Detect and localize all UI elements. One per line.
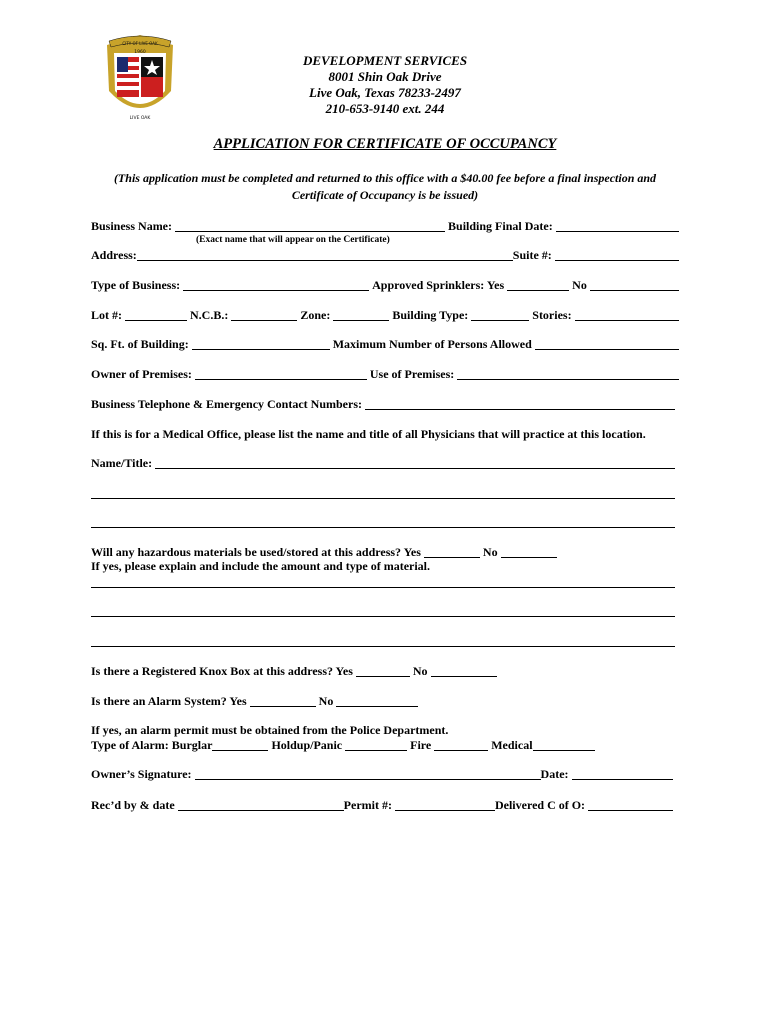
alarm-no-field[interactable] [336,694,418,707]
seal-ribbon-text: CITY OF LIVE OAK [122,41,158,46]
name-title-label: Name/Title: [91,456,153,470]
physician-line-3[interactable] [91,527,675,528]
recd-by-field[interactable] [178,798,344,811]
signature-date-label: Date: [540,767,569,781]
medical-label: Medical [491,738,533,752]
building-type-label: Building Type: [392,308,469,322]
hazardous-line-2[interactable] [91,616,675,617]
hazardous-no-field[interactable] [501,545,557,558]
delivered-field[interactable] [588,798,673,811]
stories-field[interactable] [575,308,679,321]
business-name-field[interactable] [175,219,445,232]
suite-label: Suite #: [512,248,552,262]
header-street: 8001 Shin Oak Drive [328,69,442,84]
signature-date-field[interactable] [572,767,673,780]
building-final-date-label: Building Final Date: [448,219,553,233]
telephone-label: Business Telephone & Emergency Contact Numbers: [91,397,363,411]
form-title: APPLICATION FOR CERTIFICATE OF OCCUPANCY [213,136,557,152]
stories-label: Stories: [532,308,572,322]
fire-label: Fire [410,738,432,752]
type-of-business-label: Type of Business: [91,278,181,292]
seal-year: 1960 [134,50,146,55]
owner-of-premises-label: Owner of Premises: [91,367,192,381]
hazardous-yes-field[interactable] [424,545,480,558]
form-instructions [92,170,678,204]
max-persons-field[interactable] [535,337,679,350]
physician-line-2[interactable] [91,498,675,499]
owner-of-premises-field[interactable] [195,367,367,380]
seal-motto: LIVE OAK [129,116,151,121]
row-business-name [91,218,679,234]
recd-by-label: Rec’d by & date [91,798,175,812]
knox-box-question: Is there a Registered Knox Box at this address? Yes [91,664,353,678]
sq-ft-field[interactable] [192,337,330,350]
business-name-label: Business Name: [91,219,173,233]
row-knox-box [91,663,679,679]
zone-label: Zone: [300,308,331,322]
delivered-label: Delivered C of O: [494,798,586,812]
building-type-field[interactable] [471,308,529,321]
row-alarm-system [91,693,679,709]
row-type-of-alarm [91,737,679,753]
alarm-yes-field[interactable] [250,694,316,707]
row-type-of-business [91,277,679,293]
knox-box-no-label: No [412,664,428,678]
holdup-panic-label: Holdup/Panic [271,738,343,752]
ncb-label: N.C.B.: [190,308,229,322]
row-address [91,247,679,263]
alarm-permit-note: If yes, an alarm permit must be obtained from the Police Department. [91,723,449,737]
city-seal-logo [103,33,177,125]
alarm-question: Is there an Alarm System? Yes [91,694,247,708]
use-of-premises-field[interactable] [457,367,679,380]
alarm-no-label: No [318,694,334,708]
hazardous-explain-label: If yes, please explain and include the amount and type of material. [91,559,431,573]
exact-name-note: (Exact name that will appear on the Certificate) [196,235,390,245]
header-department: DEVELOPMENT SERVICES [302,53,468,68]
approved-sprinklers-label: Approved Sprinklers: Yes [372,278,505,292]
sprinklers-no-field[interactable] [590,278,679,291]
hazardous-question: Will any hazardous materials be used/stored at this address? Yes [91,545,421,559]
type-of-business-field[interactable] [183,278,369,291]
hazardous-line-3[interactable] [91,646,675,647]
permit-field[interactable] [395,798,495,811]
permit-label: Permit #: [343,798,392,812]
use-of-premises-label: Use of Premises: [369,367,455,381]
max-persons-label: Maximum Number of Persons Allowed [332,337,532,351]
row-owner-signature [91,766,679,782]
medical-field[interactable] [533,738,595,751]
instructions-line-2: Certificate of Occupancy is be issued) [291,188,479,202]
type-of-alarm-label: Type of Alarm: Burglar [91,738,213,752]
knox-box-yes-field[interactable] [356,664,410,677]
instructions-line-1: (This application must be completed and returned to this office with a $40.00 fee before a final inspection and [113,171,657,185]
name-title-field[interactable] [155,456,675,469]
sprinklers-no-label: No [572,278,587,292]
owner-signature-label: Owner’s Signature: [91,767,192,781]
row-telephone [91,396,679,412]
address-label: Address: [91,248,137,262]
burglar-field[interactable] [212,738,268,751]
sq-ft-label: Sq. Ft. of Building: [91,337,189,351]
ncb-field[interactable] [231,308,297,321]
row-recd-by [91,797,679,813]
address-field[interactable] [137,248,513,261]
telephone-field[interactable] [365,397,675,410]
row-owner-of-premises [91,366,679,382]
row-lot [91,307,679,323]
hazardous-no-label: No [482,545,498,559]
row-sq-ft [91,336,679,352]
sprinklers-yes-field[interactable] [507,278,569,291]
row-hazardous [91,544,679,560]
lot-label: Lot #: [91,308,122,322]
knox-box-no-field[interactable] [431,664,497,677]
zone-field[interactable] [333,308,389,321]
hazardous-line-1[interactable] [91,587,675,588]
fire-field[interactable] [434,738,488,751]
building-final-date-field[interactable] [556,219,679,232]
row-name-title [91,455,679,471]
suite-field[interactable] [555,248,679,261]
owner-signature-field[interactable] [195,767,541,780]
lot-field[interactable] [125,308,187,321]
holdup-panic-field[interactable] [345,738,407,751]
medical-office-instruction: If this is for a Medical Office, please list the name and title of all Physicians that will practice at this location. [91,427,646,441]
header-phone: 210-653-9140 ext. 244 [325,101,445,116]
header-city: Live Oak, Texas 78233-2497 [309,85,461,100]
